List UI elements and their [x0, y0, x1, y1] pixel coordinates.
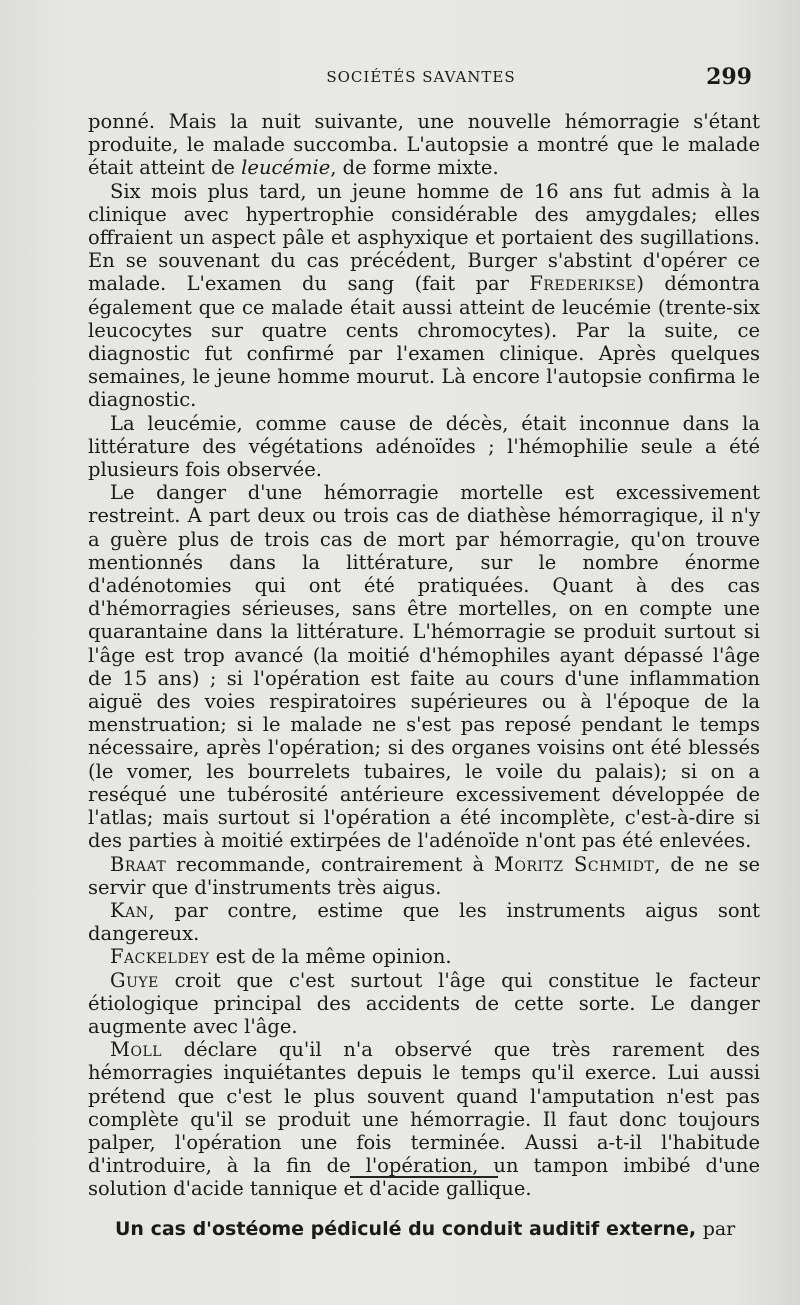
author-name: Fackeldey — [110, 945, 210, 969]
paragraph-5 — [88, 853, 760, 899]
paragraph-6 — [88, 899, 760, 945]
text-run: est de la même opinion. — [209, 945, 452, 969]
author-name: Guye — [110, 968, 159, 992]
running-head — [90, 64, 752, 94]
text-run: croit que c'est surtout l'âge qui constitue le facteur étiologique principal des accidents de cette sorte. Le danger augmente avec l'âge. — [88, 968, 760, 1038]
next-article-heading: Un cas d'ostéome pédiculé du conduit auditif externe, — [115, 1218, 697, 1240]
paragraph-2 — [88, 180, 760, 412]
text-run: ponné. Mais la nuit suivante, une nouvelle hémorragie s'étant produite, le malade succomba. L'autopsie a montré que le malade était atteint de — [88, 110, 760, 180]
body-text — [88, 110, 760, 1201]
paragraph-8 — [88, 969, 760, 1039]
text-run: Six mois plus tard, un jeune homme de 16 ans fut admis à la clinique avec hypertrophie considérable des amygdales; elles offraient un aspect pâle et asphyxique et portaient des sugillations. En se souvenant du cas précédent, Burger s'abstint d'opérer ce malade. L'examen du sang (fait par — [88, 179, 760, 296]
text-run: La leucémie, comme cause de décès, était inconnue dans la littérature des végétations adénoïdes ; l'hémophilie seule a été plusieurs fois observée. — [88, 411, 760, 482]
author-name: Kan — [110, 898, 149, 922]
paragraph-7 — [88, 945, 760, 968]
text-run: , de ne se servir que d'instruments très aigus. — [88, 852, 760, 899]
author-name: Moritz Schmidt — [494, 852, 655, 876]
text-run: , par contre, estime que les instruments aigus sont dangereux. — [88, 898, 760, 946]
text-run: déclare qu'il n'a observé que très rarement des hémorragies inquiétantes depuis le temps qu'il exerce. Lui aussi prétend que c'est le plus souvent quand l'amputation n'est pas complète qu'il se produit une hémorragie. Il faut donc toujours palper, l'opération une fois terminée. Aussi a-t-il l'habitude d'introduire, à la fin de l'opération, un tampon imbibé d'une solution d'acide tannique et d'acide gallique. — [88, 1038, 760, 1201]
next-article-title — [115, 1218, 763, 1240]
author-name: Braat — [110, 852, 167, 876]
author-name: Frederikse — [529, 272, 637, 296]
text-run: ) démontra également que ce malade était aussi atteint de leucémie (trente-six leucocytes sur quatre cents chromocytes). Par la suite, ce diagnostic fut confirmé par l'examen clinique. Après quelques semaines, le jeune homme mourut. Là encore l'autopsie confirma le diagnostic. — [88, 272, 761, 412]
text-run: Le danger d'une hémorragie mortelle est excessivement restreint. A part deux ou trois cas de diathèse hémorragique, il n'y a guère plus de trois cas de mort par hémorragie, qu'on trouve mentionnés dans la littérature, sur le nombre énorme d'adénotomies qui ont été pratiquées. Quant à des cas d'hémorragies sérieuses, sans être mortelles, on en compte une quarantaine dans la littérature. L'hémorragie se produit surtout si l'âge est trop avancé (la moitié d'hémophiles ayant dépassé l'âge de 15 ans) ; si l'opération est faite au cours d'une inflammation aiguë des voies respiratoires supérieures ou à l'époque de la menstruation; si le malade ne s'est pas reposé pendant le temps nécessaire, après l'opération; si des organes voisins ont été blessés (le vomer, les bourrelets tubaires, le voile du palais); si on a reséqué une tubérosité antérieure excessivement développée de l'atlas; mais surtout si l'opération a été incomplète, c'est-à-dire si des parties à moitié extirpées de l'adénoïde n'ont pas été enlevées. — [88, 481, 760, 853]
section-divider — [350, 1176, 498, 1178]
text-run: recommande, contrairement à — [166, 852, 495, 876]
italic-term: leucémie — [241, 156, 331, 180]
page-number: 299 — [706, 64, 752, 90]
paragraph-1 — [88, 110, 760, 180]
running-title: SOCIÉTÉS SAVANTES — [326, 68, 516, 86]
paragraph-4 — [88, 481, 760, 852]
author-name: Moll — [110, 1038, 163, 1062]
text-run: , de forme mixte. — [330, 156, 499, 180]
paragraph-3 — [88, 412, 760, 482]
next-article-byline: par — [702, 1218, 736, 1240]
